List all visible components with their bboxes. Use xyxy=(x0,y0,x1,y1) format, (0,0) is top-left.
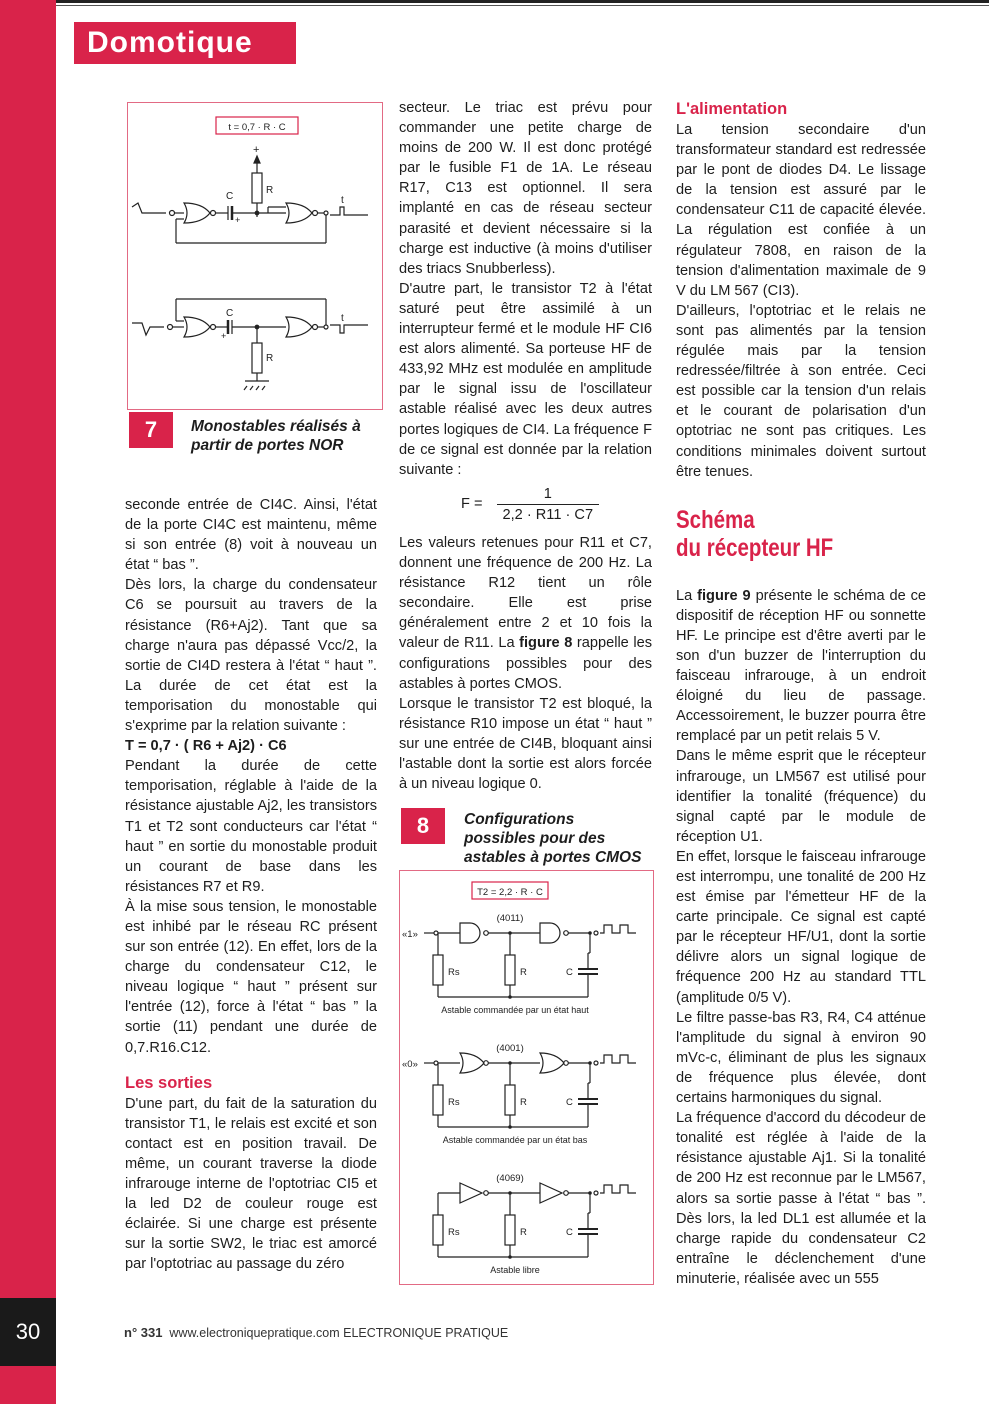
figure-7-r-label-2: R xyxy=(266,353,274,364)
figure-8-r-label-0: R xyxy=(520,967,527,978)
col3-p3 xyxy=(676,586,926,747)
figure-8-diagram xyxy=(399,870,654,1285)
figure-7-c-label-2: C xyxy=(226,308,234,319)
page-sidebar xyxy=(0,0,56,1404)
col3-p1: La tension secondaire d'un transformateur standard est redressée par le pont de diodes D4. Le lissage de la tension est assuré par le condensateur C11 de capacité élevée. La régulation est confiée à un régulateur 7808, en raison de la tension d'alimentation maximale de 9 V du LM 567 (CI3). xyxy=(676,122,926,299)
footer-magazine: ELECTRONIQUE PRATIQUE xyxy=(343,1326,509,1340)
column-2 xyxy=(399,98,652,794)
figure-7-formula: t = 0,7 · R · C xyxy=(228,122,286,133)
figure-8-number: 8 xyxy=(401,808,445,844)
col1-p2: Dès lors, la charge du condensateur C6 se poursuit au travers de la résistance (R6+Aj2). Tant que sa charge n'aura pas dépassé Vcc/2, la sortie de CI4D restera à l'état “ haut ”. La durée de cet état est la temporisation du monostable qui s'exprime par la relation suivante : xyxy=(125,577,377,735)
col1-p5: D'une part, du fait de la saturation du transistor T1, le relais est excité et son contact est en position travail. De même, un courant traverse la diode infrarouge interne de l'optotriac CI5 et la led D2 de couleur rouge est éclairée. Si une charge est présente sur la sortie SW2, le triac est amorcé par l'optotriac au passage du zéro xyxy=(125,1095,377,1273)
col1-p4: À la mise sous tension, le monostable est inhibé par le réseau RC présent sur son entrée (12). En effet, lors de la charge du condensateur C12, le niveau logique “ haut ” présent sur l'entrée (12), force à l'état “ bas ” la sortie (11) pendant une durée de 0,7.R16.C12. xyxy=(125,898,377,1056)
figure-8-circuit-caption-2: Astable libre xyxy=(490,1265,540,1275)
figure-8-rs-label-1: Rs xyxy=(448,1097,460,1108)
figure-8-nand-2-0 xyxy=(540,923,560,943)
col3-p3-end: présente le schéma de ce dispositif de réception HF ou sonnette HF. Le principe est d'être averti par le son d'un buzzer de l'interruption du faisceau infrarouge, à un endroit éloigné du lieu de passage. Accessoirement, le buzzer pourra être remplacé par un petit relais 5 V. xyxy=(676,587,926,745)
figure-8-input-label-1: «0» xyxy=(402,1059,418,1070)
figure-7-r-label: R xyxy=(266,185,274,196)
heading-alimentation: L'alimentation xyxy=(676,100,788,118)
figure-8-formula: T2 = 2,2 · R · C xyxy=(477,887,543,898)
top-rule xyxy=(56,0,989,3)
figure-7-schematic xyxy=(128,103,382,409)
col2-p2: D'autre part, le transistor T2 à l'état saturé peut être assimilé à un interrupteur fermé et le module HF CI6 est alors alimenté. Sa porteuse HF de 433,92 MHz est modulée en amplitude par le signal issu de l'oscillateur astable réalisé avec les deux autres portes logiques de CI4. La fréquence F de ce signal est donnée par la relation suivante : xyxy=(399,280,652,478)
figure-8-r-label-1: R xyxy=(520,1097,527,1108)
top-rule-thin xyxy=(56,5,989,6)
figure-8-caption: Configurations possibles pour des astables à portes CMOS xyxy=(464,811,642,866)
col2-p3-text: Les valeurs retenues pour R11 et C7, donnent une fréquence de 200 Hz. La résistance R12 tient un rôle secondaire. Elle est prise généralement entre 2 et 10 fois la valeur de R11. La xyxy=(399,534,652,652)
figure-7-diagram xyxy=(127,102,383,410)
column-1 xyxy=(125,495,377,1274)
figure-8-circuit-caption-1: Astable commandée par un état bas xyxy=(442,1135,588,1145)
footer-issue: n° 331 xyxy=(124,1325,163,1340)
figure-8-r-label-2: R xyxy=(520,1227,527,1238)
col3-p2: D'ailleurs, l'optotriac et le relais ne sont pas alimentés par la tension régulée mais par la tension redressée/filtrée à son entrée. Ceci est possible car la tension d'un relais et le courant de polarisation d'un optotriac ne sont pas critiques. Les conditions minimales doivent surtout être tenues. xyxy=(676,302,926,480)
page-number: 30 xyxy=(0,1298,56,1366)
footer-site: www.electroniquepratique.com xyxy=(169,1326,340,1340)
col3-p3-start: La xyxy=(676,587,693,604)
heading-les-sorties: Les sorties xyxy=(125,1073,213,1092)
col3-p7: La fréquence d'accord du décodeur de tonalité est réglée à l'aide de la résistance ajustable Aj1. Si la tonalité de 200 Hz est reconnue par le LM567, alors sa sortie passe à l'état “ bas ”. Dès lors, la led DL1 est allumée et la charge rapide du condensateur C2 entraîne le déclenchement d'une minuterie, réalisée avec un 555 xyxy=(676,1110,926,1287)
col1-formula: T = 0,7 · ( R6 + Aj2) · C6 xyxy=(125,738,287,755)
figure-8-resistor-r-2 xyxy=(505,1215,515,1245)
figure-8-circuits xyxy=(402,913,636,1275)
figure-8-c-label-2: C xyxy=(566,1227,573,1238)
col2-p3 xyxy=(399,533,652,694)
col2-p3-figref: figure 8 xyxy=(519,635,573,652)
figure-8-resistor-r-0 xyxy=(505,955,515,985)
col2-p3-end: rappelle les configurations possibles pour des astables à portes CMOS. xyxy=(399,635,652,692)
figure-8-nor-1-1 xyxy=(460,1053,484,1073)
figure-8-c-label-1: C xyxy=(566,1097,573,1108)
formula-lhs: F = xyxy=(461,496,483,513)
figure-7-cap-plus-label: + xyxy=(235,215,241,225)
column-3 xyxy=(676,98,926,1289)
figure-7-c-label: C xyxy=(226,191,234,202)
col1-p3: Pendant la durée de cette temporisation, réglable à l'aide de la résistance ajustable Aj2, les transistors T1 et T2 sont conducteurs car l'état “ haut ” en sortie du monostable produit un courant de base dans les résistances R7 et R9. xyxy=(125,758,377,895)
figure-8-c-label-0: C xyxy=(566,967,573,978)
formula-numerator: 1 xyxy=(543,485,552,502)
col3-p3-figref: figure 9 xyxy=(697,587,751,604)
col2-p1: secteur. Le triac est prévu pour commander une petite charge de moins de 200 W. Il est donc protégé par le fusible F1 de 1A. Le réseau R17, C13 est optionnel. Il sera implanté en cas de réseau secteur parasité et devient nécessaire si la charge est inductive (à moins d'utiliser des triacs Snubberless). xyxy=(399,100,652,277)
heading-schema-line1: Schéma xyxy=(676,505,755,534)
figure-8-chip-label-2: (4069) xyxy=(496,1173,524,1184)
figure-7-number: 7 xyxy=(129,412,173,448)
figure-7-t-label: t xyxy=(341,195,344,206)
figure-8-resistor-rs-2 xyxy=(433,1215,443,1245)
frequency-formula xyxy=(461,484,652,525)
figure-8-rs-label-2: Rs xyxy=(448,1227,460,1238)
heading-schema-line2: du récepteur HF xyxy=(676,533,834,562)
figure-8-inverter-2-2 xyxy=(540,1183,562,1203)
figure-8-chip-label-1: (4001) xyxy=(496,1043,524,1054)
figure-8-nand-1-0 xyxy=(460,923,480,943)
figure-8-nor-2-1 xyxy=(540,1053,564,1073)
footer xyxy=(124,1325,508,1340)
figure-7-caption: Monostables réalisés à partir de portes NOR xyxy=(191,418,361,454)
col1-p1: seconde entrée de CI4C. Ainsi, l'état de la porte CI4C est maintenu, même si son entrée (8) voit à nouveau un état “ bas ”. xyxy=(125,497,377,574)
heading-schema-recepteur xyxy=(676,506,881,562)
col3-p5: En effet, lorsque le faisceau infrarouge est interrompu, une tonalité de 200 Hz est émise par l'émetteur HF de la carte principale. Ce signal est capté par le récepteur HF/U1, dont la sortie délivre alors un signal logique de fréquence 200 Hz au standard TTL (amplitude 0/5 V). xyxy=(676,848,926,1006)
col3-p6: Le filtre passe-bas R3, R4, C4 atténue l'amplitude du signal à environ 90 mVc-c, éliminant de plus les signaux de fréquence plus élevée, dont certains harmoniques du signal. xyxy=(676,1009,926,1107)
figure-8-circuit-caption-0: Astable commandée par un état haut xyxy=(441,1005,589,1015)
figure-8-rs-label-0: Rs xyxy=(448,967,460,978)
formula-denominator: 2,2 · R11 · C7 xyxy=(497,504,600,525)
figure-8-inverter-1-2 xyxy=(460,1183,482,1203)
col3-p4: Dans le même esprit que le récepteur infrarouge, un LM567 est utilisé pour identifier la tonalité (fréquence) du signal capté par le module de réception U1. xyxy=(676,748,926,845)
figure-7-t-label-2: t xyxy=(341,313,344,324)
figure-8-schematic xyxy=(400,871,653,1284)
figure-8-resistor-r-1 xyxy=(505,1085,515,1115)
col2-p4: Lorsque le transistor T2 est bloqué, la résistance R10 impose un état “ haut ” sur une entrée de CI4B, bloquant ainsi l'astable dont la sortie est alors forcée à un niveau logique 0. xyxy=(399,695,652,793)
figure-7-cap-plus-label-2: + xyxy=(221,331,227,341)
figure-8-chip-label-0: (4011) xyxy=(496,913,524,924)
figure-8-output-waveform-0 xyxy=(600,925,636,933)
figure-8-output-waveform-2 xyxy=(600,1185,636,1193)
figure-8-resistor-rs-1 xyxy=(433,1085,443,1115)
figure-7-plus-label: + xyxy=(253,144,260,156)
rubric-title: Domotique xyxy=(74,22,296,64)
figure-8-output-waveform-1 xyxy=(600,1055,636,1063)
figure-8-resistor-rs-0 xyxy=(433,955,443,985)
figure-8-input-label-0: «1» xyxy=(402,929,418,940)
